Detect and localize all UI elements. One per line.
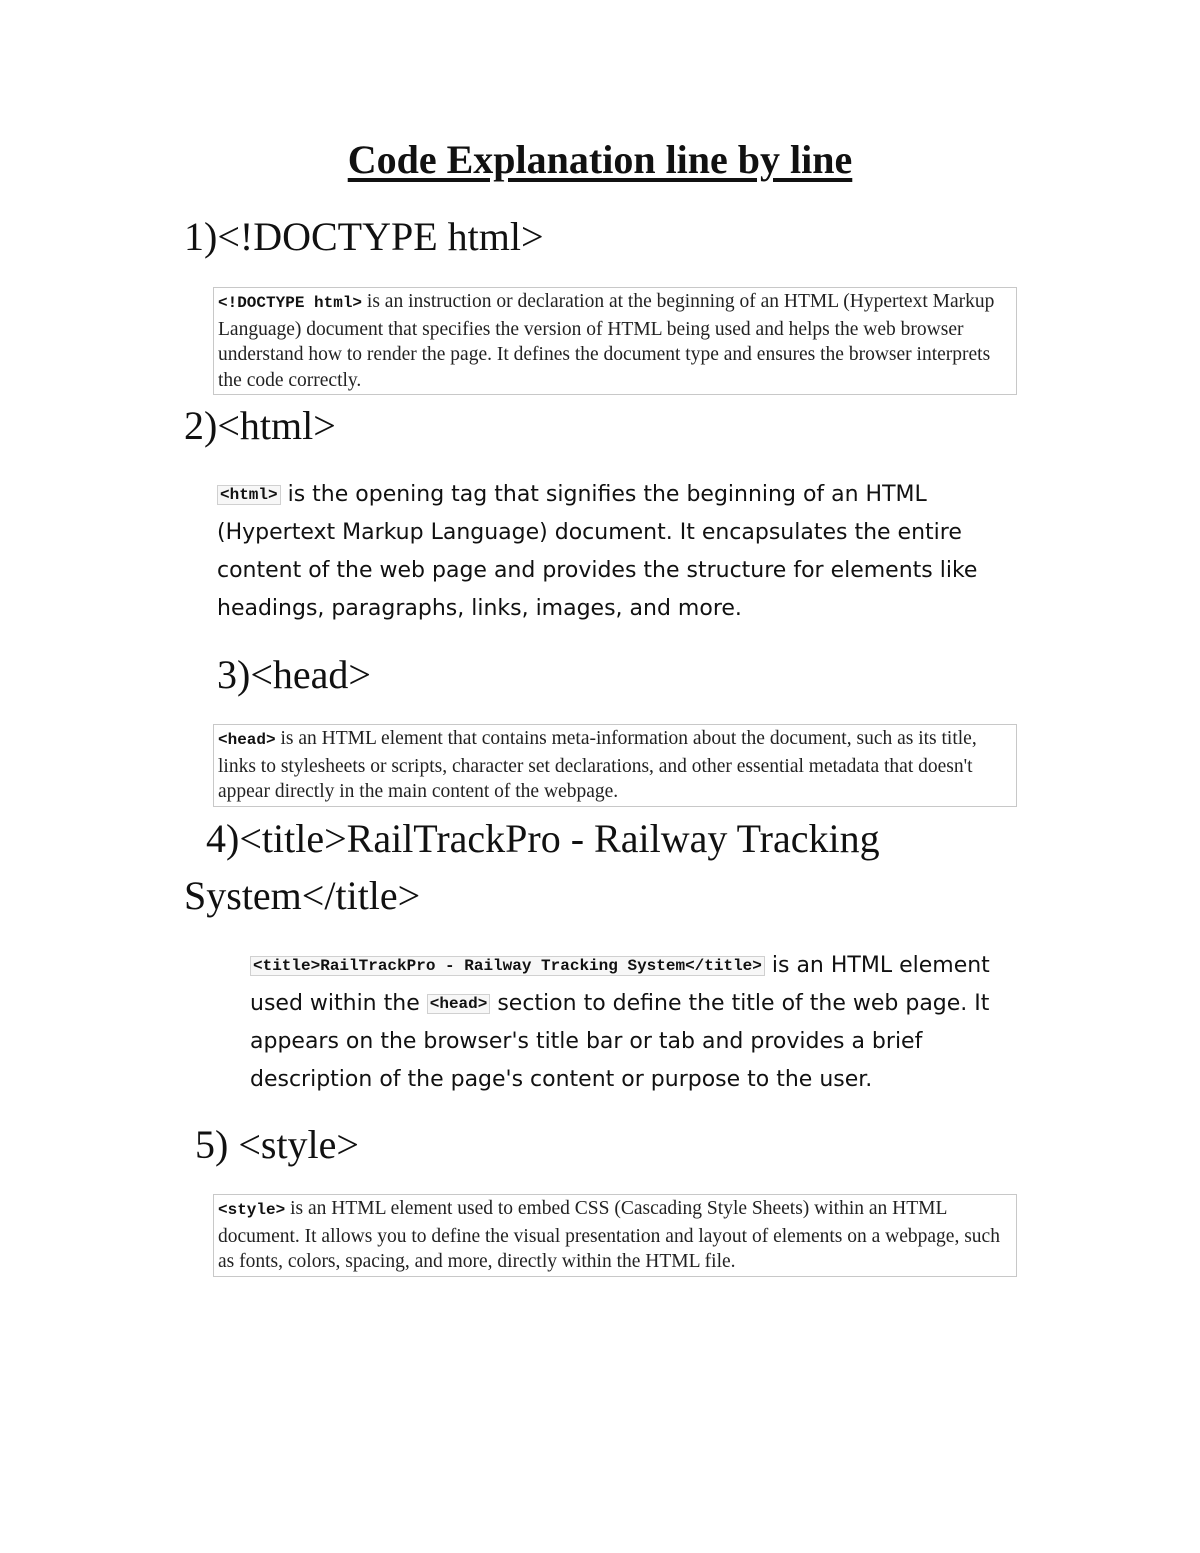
section-1-text: is an instruction or declaration at the beginning of an HTML (Hypertext Markup Language) document that specifies the version of HTML being used and helps the web browser understand how to render the page. It defines the document type and ensures the browser interprets the code correctly.: [218, 291, 995, 391]
section-2-text: is the opening tag that signifies the beginning of an HTML (Hypertext Markup Language) document. It encapsulates the entire content of the web page and provides the structure for elements like headings, paragraphs, links, images, and more.: [217, 482, 978, 621]
section-2-explanation: [217, 476, 1007, 628]
section-5-text: is an HTML element used to embed CSS (Cascading Style Sheets) within an HTML document. It allows you to define the visual presentation and layout of elements on a webpage, such as fonts, colors, spacing, and more, directly within the HTML file.: [218, 1198, 1000, 1272]
section-4-heading-line-2: System</title>: [184, 873, 421, 918]
section-1-heading: 1)<!DOCTYPE html>: [184, 214, 544, 259]
page-title: Code Explanation line by line: [347, 137, 853, 182]
section-3-text: is an HTML element that contains meta-information about the document, such as its title, links to stylesheets or scripts, character set declarations, and other essential metadata that doesn't appear directly in the main content of the webpage.: [218, 728, 977, 802]
section-3-heading: 3)<head>: [217, 652, 371, 697]
section-4-text-before: is an HTML element used within the: [250, 953, 990, 1016]
section-4-heading-line-1: 4)<title>RailTrackPro - Railway Tracking: [206, 816, 880, 861]
section-2-heading: 2)<html>: [184, 403, 336, 448]
section-3-code: <head>: [218, 731, 276, 749]
section-5-code: <style>: [218, 1201, 286, 1219]
section-4-text-after: section to define the title of the web page. It appears on the browser's title bar or tab and provides a brief description of the page's content or purpose to the user.: [250, 991, 990, 1092]
section-1-code: <!DOCTYPE html>: [218, 294, 363, 312]
section-2-code: <html>: [217, 485, 281, 505]
section-1-explanation: [213, 287, 1017, 395]
section-4-inline-code: <head>: [427, 994, 491, 1014]
section-4-code: <title>RailTrackPro - Railway Tracking System</title>: [250, 956, 765, 976]
section-4-explanation: [250, 947, 1020, 1099]
section-5-heading: 5) <style>: [195, 1122, 359, 1167]
section-3-explanation: [213, 724, 1017, 807]
section-5-explanation: [213, 1194, 1017, 1277]
